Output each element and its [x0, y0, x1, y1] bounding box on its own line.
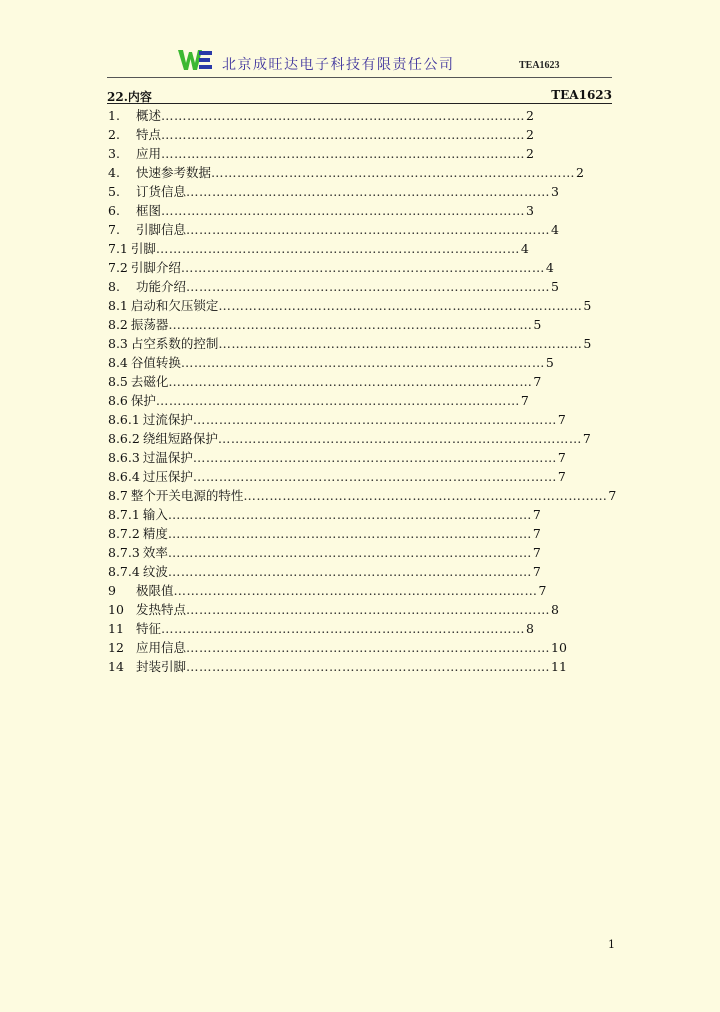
page-number: 1: [608, 938, 615, 951]
toc-entry-number: 8.6: [108, 393, 128, 408]
toc-entry[interactable]: [108, 201, 534, 220]
toc-entry-number: 8.4: [108, 355, 128, 370]
company-name: 北京成旺达电子科技有限责任公司: [222, 57, 455, 73]
toc-entry-page: 8: [551, 602, 559, 617]
toc-entry-title: 保护: [130, 393, 156, 408]
toc-entry-number: 6.: [108, 203, 120, 218]
toc-entry-page: 5: [583, 298, 592, 313]
toc-entry[interactable]: [108, 448, 566, 467]
toc-entry-title: 快速参考数据: [136, 165, 212, 180]
toc-entry[interactable]: [108, 391, 529, 410]
toc-leader-dots: …………………………………………………………………………: [155, 393, 520, 408]
toc-entry[interactable]: [108, 581, 547, 600]
toc-leader-dots: …………………………………………………………………………: [186, 222, 551, 237]
toc-entry-page: 7: [538, 583, 547, 598]
toc-entry-title: 振荡器: [130, 317, 169, 332]
toc-entry[interactable]: [108, 372, 542, 391]
toc-entry-page: 7: [532, 507, 541, 522]
toc-entry-title: 应用信息: [136, 640, 187, 655]
toc-entry-page: 7: [557, 469, 566, 484]
toc-entry-number: 8.5: [108, 374, 128, 389]
toc-entry[interactable]: [108, 505, 541, 524]
toc-leader-dots: …………………………………………………………………………: [161, 127, 526, 142]
toc-entry-page: 4: [545, 260, 554, 275]
toc-entry[interactable]: [108, 467, 566, 486]
toc-entry[interactable]: [108, 125, 534, 144]
toc-entry[interactable]: [108, 277, 559, 296]
toc-entry-number: 11: [108, 621, 124, 636]
toc-leader-dots: …………………………………………………………………………: [180, 260, 545, 275]
toc-entry-title: 概述: [136, 108, 162, 123]
toc-entry-title: 过压保护: [142, 469, 193, 484]
toc-entry-page: 2: [576, 165, 584, 180]
toc-entry-number: 7.1: [108, 241, 128, 256]
toc-entry-page: 10: [551, 640, 567, 655]
toc-entry-page: 7: [608, 488, 617, 503]
toc-entry-title: 订货信息: [136, 184, 187, 199]
toc-entry-title: 纹波: [142, 564, 168, 579]
toc-entry-title: 特征: [136, 621, 162, 636]
toc-entry[interactable]: [108, 657, 567, 676]
toc-entry[interactable]: [108, 258, 554, 277]
toc-entry-title: 占空系数的控制: [130, 336, 219, 351]
toc-entry[interactable]: [108, 106, 534, 125]
toc-leader-dots: …………………………………………………………………………: [243, 488, 608, 503]
toc-entry[interactable]: [108, 619, 534, 638]
toc-entry-number: 8.6.1: [108, 412, 140, 427]
toc-entry-page: 3: [526, 203, 534, 218]
toc-entry-title: 输入: [142, 507, 168, 522]
toc-heading: [107, 88, 612, 104]
toc-entry-page: 7: [532, 564, 541, 579]
toc-title: 22.内容: [107, 90, 152, 104]
toc-entry-title: 封装引脚: [136, 659, 187, 674]
toc-entry[interactable]: [108, 239, 529, 258]
toc-leader-dots: …………………………………………………………………………: [167, 564, 532, 579]
toc-leader-dots: …………………………………………………………………………: [218, 298, 583, 313]
toc-entry[interactable]: [108, 163, 584, 182]
toc-entry[interactable]: [108, 562, 541, 581]
toc-entry[interactable]: [108, 429, 591, 448]
toc-entry-page: 5: [533, 317, 542, 332]
toc-entry-page: 5: [545, 355, 554, 370]
toc-entry[interactable]: [108, 334, 592, 353]
toc-entry-number: 1.: [108, 108, 120, 123]
toc-entry-title: 发热特点: [136, 602, 187, 617]
toc-entry[interactable]: [108, 524, 541, 543]
toc-entry-page: 7: [557, 412, 566, 427]
toc-entry-number: 8.: [108, 279, 120, 294]
toc-leader-dots: …………………………………………………………………………: [180, 355, 545, 370]
toc-leader-dots: …………………………………………………………………………: [186, 602, 551, 617]
toc-entry[interactable]: [108, 144, 534, 163]
toc-entry-title: 绕组短路保护: [142, 431, 218, 446]
toc-leader-dots: …………………………………………………………………………: [161, 108, 526, 123]
toc-leader-dots: …………………………………………………………………………: [168, 374, 533, 389]
toc-entry-number: 3.: [108, 146, 120, 161]
toc-entry[interactable]: [108, 296, 592, 315]
toc-entry-page: 2: [526, 108, 534, 123]
toc-entry-number: 10: [108, 602, 124, 617]
toc-heading-underline: [107, 103, 612, 104]
toc-leader-dots: …………………………………………………………………………: [167, 507, 532, 522]
toc-entry-title: 框图: [136, 203, 162, 218]
toc-entry-title: 启动和欠压锁定: [130, 298, 219, 313]
toc-entry-number: 8.7.2: [108, 526, 140, 541]
toc-entry-page: 8: [526, 621, 534, 636]
toc-leader-dots: …………………………………………………………………………: [155, 241, 520, 256]
toc-entry-number: 12: [108, 640, 124, 655]
toc-entry-page: 3: [551, 184, 559, 199]
toc-entry-number: 8.2: [108, 317, 128, 332]
toc-leader-dots: …………………………………………………………………………: [173, 583, 538, 598]
toc-leader-dots: …………………………………………………………………………: [192, 412, 557, 427]
toc-entry[interactable]: [108, 486, 617, 505]
toc-model: TEA1623: [551, 88, 612, 102]
toc-leader-dots: …………………………………………………………………………: [218, 336, 583, 351]
toc-entry[interactable]: [108, 182, 559, 201]
toc-entry-title: 应用: [136, 146, 162, 161]
toc-entry-page: 7: [532, 545, 541, 560]
toc-entry-title: 去磁化: [130, 374, 169, 389]
toc-leader-dots: …………………………………………………………………………: [161, 621, 526, 636]
toc-entry-page: 7: [532, 526, 541, 541]
toc-entry[interactable]: [108, 600, 559, 619]
toc-entry-number: 8.6.3: [108, 450, 140, 465]
toc-entry-number: 8.3: [108, 336, 128, 351]
toc-leader-dots: …………………………………………………………………………: [186, 659, 551, 674]
toc-entry-title: 谷值转换: [130, 355, 181, 370]
toc-entry-number: 14: [108, 659, 124, 674]
header-rule: [107, 77, 612, 78]
toc-entry-title: 效率: [142, 545, 168, 560]
toc-entry[interactable]: [108, 220, 559, 239]
toc-entry-page: 2: [526, 146, 534, 161]
toc-entry-title: 功能介绍: [136, 279, 187, 294]
toc-entry-page: 7: [557, 450, 566, 465]
toc-entry-page: 7: [520, 393, 529, 408]
toc-entry-page: 5: [583, 336, 592, 351]
toc-entry-number: 5.: [108, 184, 120, 199]
toc-leader-dots: …………………………………………………………………………: [217, 431, 582, 446]
toc-entry-number: 8.1: [108, 298, 128, 313]
toc-entry-page: 5: [551, 279, 559, 294]
toc-entry[interactable]: [108, 353, 554, 372]
toc-entry-number: 8.7.3: [108, 545, 140, 560]
toc-entry-number: 8.7: [108, 488, 128, 503]
toc-entry-title: 引脚: [130, 241, 156, 256]
toc-entry-number: 8.6.4: [108, 469, 140, 484]
we-logo-icon: [178, 48, 214, 72]
toc-leader-dots: …………………………………………………………………………: [186, 279, 551, 294]
toc-leader-dots: …………………………………………………………………………: [161, 146, 526, 161]
toc-leader-dots: …………………………………………………………………………: [186, 640, 551, 655]
page-header: [0, 0, 720, 80]
header-model: TEA1623: [519, 60, 560, 71]
toc-entry-number: 7.2: [108, 260, 128, 275]
toc-leader-dots: …………………………………………………………………………: [168, 317, 533, 332]
toc-entry-page: 7: [582, 431, 591, 446]
toc-leader-dots: …………………………………………………………………………: [167, 526, 532, 541]
toc-leader-dots: …………………………………………………………………………: [167, 545, 532, 560]
toc-entry[interactable]: [108, 543, 541, 562]
toc-entry-number: 9: [108, 583, 116, 598]
toc-entry[interactable]: [108, 315, 542, 334]
table-of-contents: [108, 106, 617, 676]
toc-entry-page: 4: [520, 241, 529, 256]
toc-entry-title: 过流保护: [142, 412, 193, 427]
toc-leader-dots: …………………………………………………………………………: [161, 203, 526, 218]
toc-entry-title: 整个开关电源的特性: [130, 488, 244, 503]
toc-entry-page: 4: [551, 222, 559, 237]
toc-entry-number: 2.: [108, 127, 120, 142]
toc-entry-number: 7.: [108, 222, 120, 237]
toc-entry-title: 精度: [142, 526, 168, 541]
toc-leader-dots: …………………………………………………………………………: [211, 165, 576, 180]
toc-entry-title: 引脚信息: [136, 222, 187, 237]
toc-leader-dots: …………………………………………………………………………: [192, 450, 557, 465]
toc-entry-page: 11: [551, 659, 567, 674]
toc-entry-number: 8.7.4: [108, 564, 140, 579]
toc-entry-number: 8.6.2: [108, 431, 140, 446]
toc-entry-title: 特点: [136, 127, 162, 142]
toc-entry-number: 4.: [108, 165, 120, 180]
toc-entry-title: 过温保护: [142, 450, 193, 465]
toc-leader-dots: …………………………………………………………………………: [192, 469, 557, 484]
toc-entry-title: 引脚介绍: [130, 260, 181, 275]
toc-entry-page: 7: [533, 374, 542, 389]
toc-leader-dots: …………………………………………………………………………: [186, 184, 551, 199]
toc-entry-number: 8.7.1: [108, 507, 140, 522]
toc-entry-page: 2: [526, 127, 534, 142]
toc-entry[interactable]: [108, 638, 567, 657]
toc-entry[interactable]: [108, 410, 566, 429]
toc-entry-title: 极限值: [136, 583, 174, 598]
